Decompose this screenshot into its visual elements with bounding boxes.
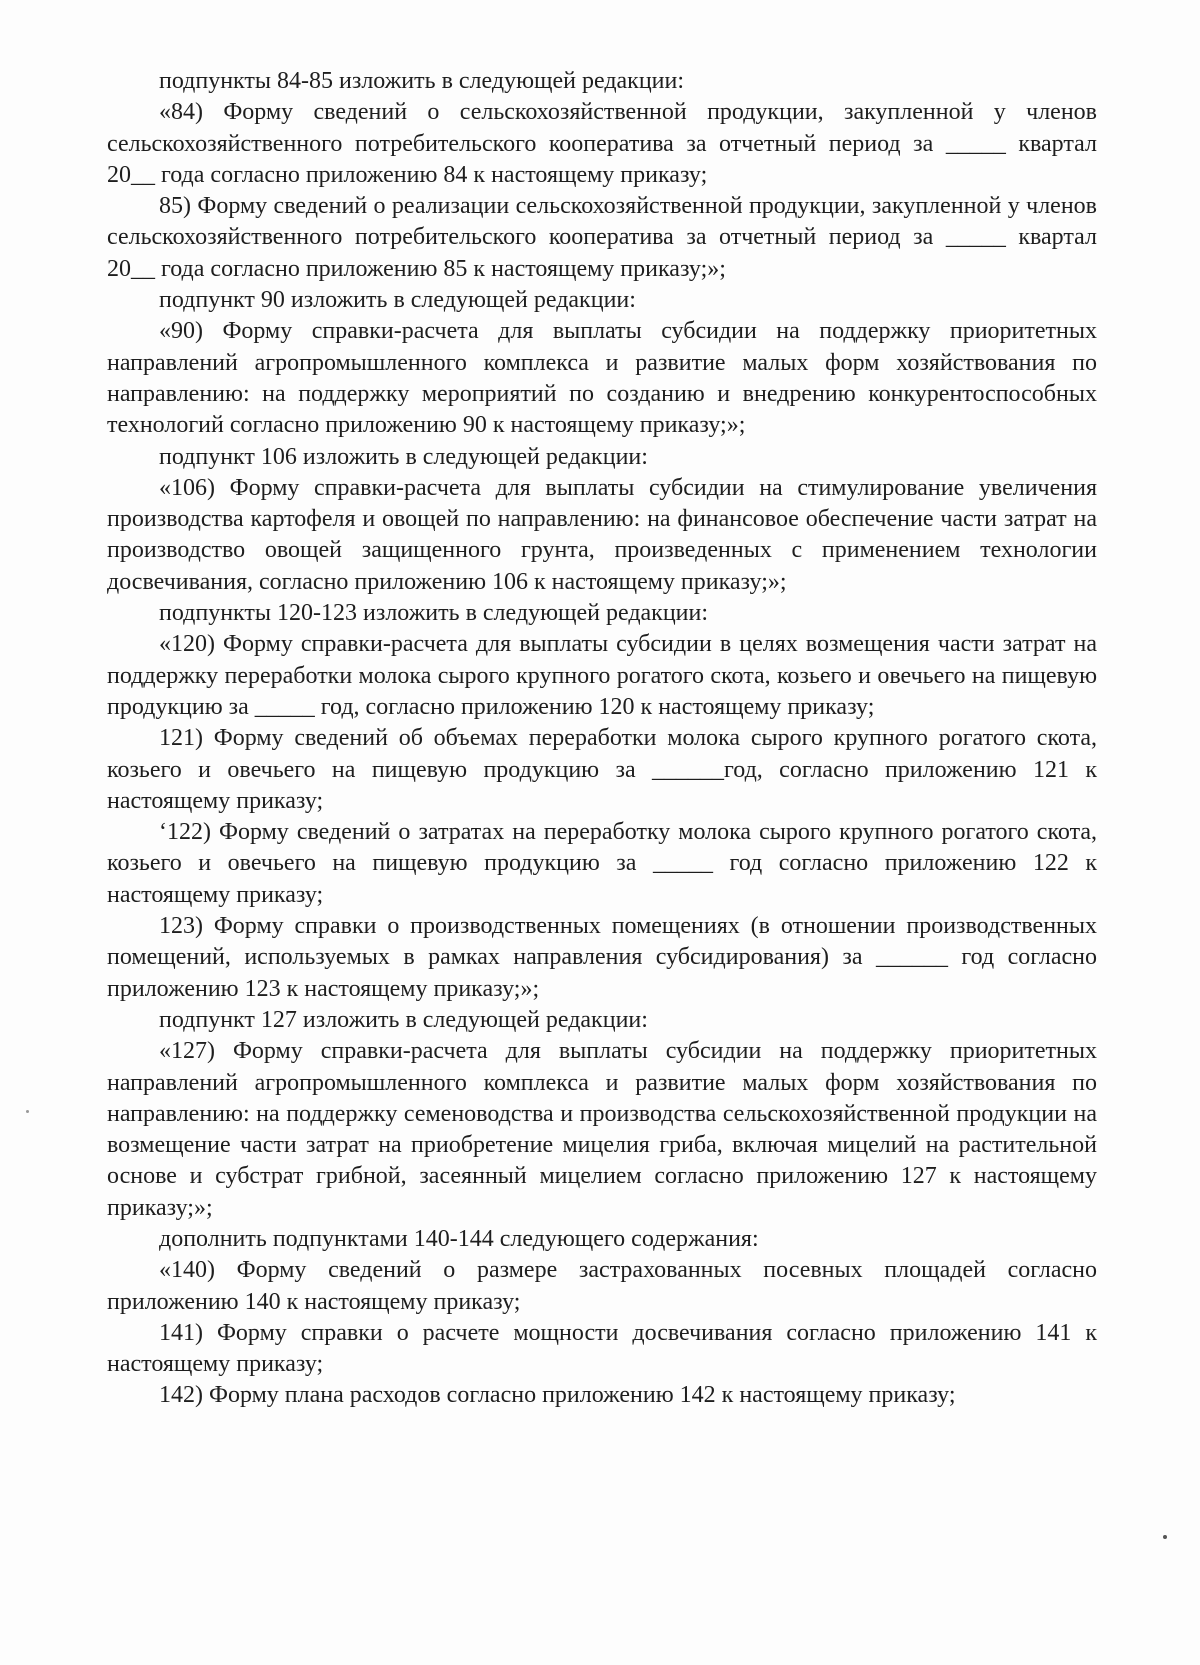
scan-speck [26, 1110, 29, 1113]
paragraph-item-127: «127) Форму справки-расчета для выплаты субсидии на поддержку приоритетных направлений агропромышленного комплекса и развитие малых форм хозяйствования по направлению: на поддержку семеноводства и производства сельскохозяйственной продукции на возмещение части затрат на приобретение мицелия гриба, включая мицелий на растительной основе и субстрат грибной, засеянный мицелием согласно приложению 127 к настоящему приказу;»; [107, 1038, 1097, 1221]
paragraph-item-121: 121) Форму сведений об объемах переработки молока сырого крупного рогатого скота, козьего и овечьего на пищевую продукцию за ______год, согласно приложению 121 к настоящему приказу; [107, 725, 1097, 814]
paragraph-item-140: «140) Форму сведений о размере застрахованных посевных площадей согласно приложению 140 к настоящему приказу; [107, 1257, 1097, 1315]
paragraph-instruction-120-123: подпункты 120-123 изложить в следующей редакции: [159, 600, 709, 627]
paragraph-item-123: 123) Форму справки о производственных помещениях (в отношении производственных помещений, используемых в рамках направления субсидирования) за ______ год согласно приложению 123 к настоящему приказу;»; [107, 913, 1097, 1002]
paragraph-item-141: 141) Форму справки о расчете мощности досвечивания согласно приложению 141 к настоящему приказу; [107, 1319, 1097, 1378]
scan-speck [1163, 1535, 1167, 1539]
paragraph-item-85: 85) Форму сведений о реализации сельскохозяйственной продукции, закупленной у членов сельскохозяйственного потребительского кооператива за отчетный период за _____ квартал 20__ года согласно приложению 85 к настоящему приказу;»; [107, 193, 1097, 282]
paragraph-instruction-140-144: дополнить подпунктами 140-144 следующего содержания: [159, 1225, 759, 1252]
paragraph-instruction-90: подпункт 90 изложить в следующей редакции: [159, 287, 636, 314]
paragraph-item-142: 142) Форму плана расходов согласно приложению 142 к настоящему приказу; [159, 1382, 956, 1409]
paragraph-item-120: «120) Форму справки-расчета для выплаты субсидии в целях возмещения части затрат на поддержку переработки молока сырого крупного рогатого скота, козьего и овечьего на пищевую продукцию за _____ год, согласно приложению 120 к настоящему приказу; [107, 631, 1097, 720]
paragraph-instruction-106: подпункт 106 изложить в следующей редакции: [159, 443, 648, 470]
paragraph-item-106: «106) Форму справки-расчета для выплаты субсидии на стимулирование увеличения производства картофеля и овощей по направлению: на финансовое обеспечение части затрат на производство овощей защищенного грунта, произведенных с применением технологии досвечивания, согласно приложению 106 к настоящему приказу;»; [107, 474, 1097, 595]
paragraph-item-122: ‘122) Форму сведений о затратах на переработку молока сырого крупного рогатого скота, козьего и овечьего на пищевую продукцию за _____ год согласно приложению 122 к настоящему приказу; [107, 819, 1097, 908]
paragraph-instruction-84-85: подпункты 84-85 изложить в следующей редакции: [159, 68, 685, 94]
paragraph-item-84: «84) Форму сведений о сельскохозяйственной продукции, закупленной у членов сельскохозяйственного потребительского кооператива за отчетный период за _____ квартал 20__ года согласно приложению 84 к настоящему приказу; [107, 99, 1097, 188]
paragraph-item-90: «90) Форму справки-расчета для выплаты субсидии на поддержку приоритетных направлений агропромышленного комплекса и развитие малых форм хозяйствования по направлению: на поддержку мероприятий по созданию и внедрению конкурентоспособных технологий согласно приложению 90 к настоящему приказу;»; [107, 318, 1097, 439]
document-body [107, 66, 1097, 1412]
paragraph-instruction-127: подпункт 127 изложить в следующей редакции: [159, 1006, 648, 1033]
